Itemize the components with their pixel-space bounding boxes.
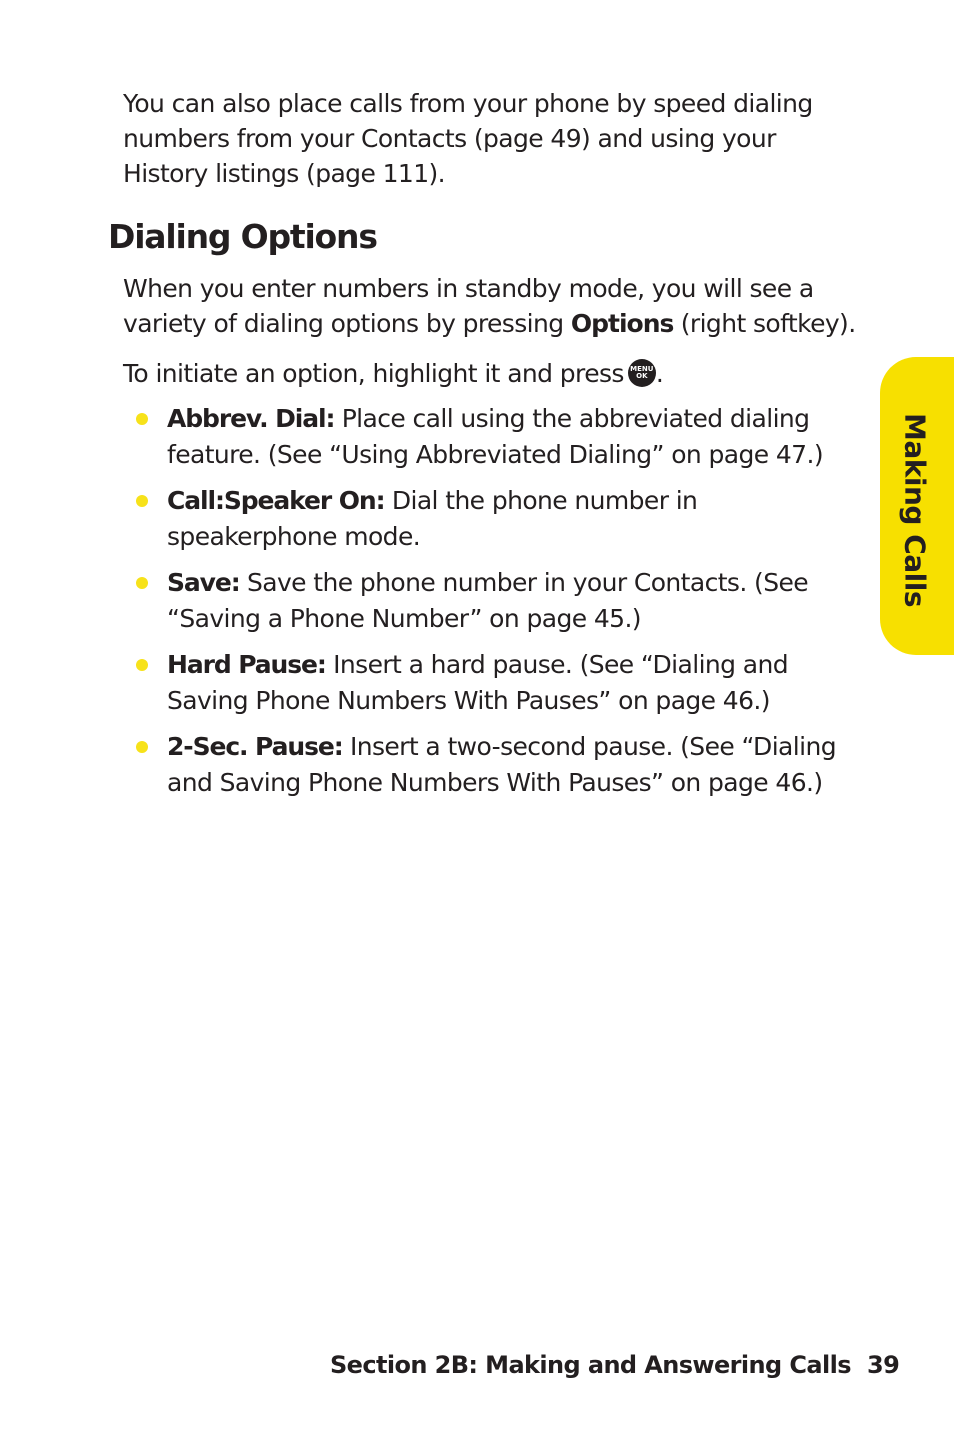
ok-key-label: OK — [636, 372, 648, 380]
list-item — [123, 729, 863, 801]
option-term: Hard Pause: — [167, 650, 326, 679]
initiate-option-paragraph — [123, 356, 863, 391]
section-heading: Dialing Options — [108, 217, 377, 256]
menu-key-label: MENU — [630, 365, 654, 373]
dialing-options-list — [123, 401, 863, 811]
list-item — [123, 565, 863, 637]
dialing-options-paragraph — [123, 271, 863, 341]
bullet-dot-icon — [136, 741, 148, 753]
bullet-dot-icon — [136, 659, 148, 671]
chapter-side-tab-label: Making Calls — [898, 412, 932, 608]
list-item — [123, 647, 863, 719]
footer-page-number: 39 — [867, 1351, 900, 1379]
option-term: 2-Sec. Pause: — [167, 732, 343, 761]
options-softkey-label: Options — [570, 309, 674, 338]
option-description: Insert a hard pause. (See “Dialing and Saving Phone Numbers With Pauses” on page 46.) — [167, 650, 789, 715]
option-term: Save: — [167, 568, 240, 597]
option-term: Abbrev. Dial: — [167, 404, 335, 433]
option-description: Save the phone number in your Contacts. (See “Saving a Phone Number” on page 45.) — [167, 568, 809, 633]
paragraph-text: (right softkey). — [673, 309, 856, 338]
paragraph-text: To initiate an option, highlight it and press — [123, 359, 624, 388]
list-item — [123, 401, 863, 473]
bullet-dot-icon — [136, 577, 148, 589]
bullet-dot-icon — [136, 495, 148, 507]
option-description: Place call using the abbreviated dialing feature. (See “Using Abbreviated Dialing” on page 47.) — [167, 404, 823, 469]
footer-section-title: Section 2B: Making and Answering Calls — [330, 1351, 851, 1379]
paragraph-text: . — [655, 359, 664, 388]
menu-ok-key-icon — [628, 359, 656, 387]
list-item — [123, 483, 863, 555]
option-description: Dial the phone number in speakerphone mode. — [167, 486, 698, 551]
intro-paragraph: You can also place calls from your phone by speed dialing numbers from your Contacts (page 49) and using your History listings (page 111). — [123, 89, 813, 188]
option-term: Call:Speaker On: — [167, 486, 385, 515]
paragraph-text: When you enter numbers in standby mode, you will see a variety of dialing options by pressing — [123, 274, 814, 338]
option-description: Insert a two-second pause. (See “Dialing and Saving Phone Numbers With Pauses” on page 46.) — [167, 732, 836, 797]
bullet-dot-icon — [136, 413, 148, 425]
